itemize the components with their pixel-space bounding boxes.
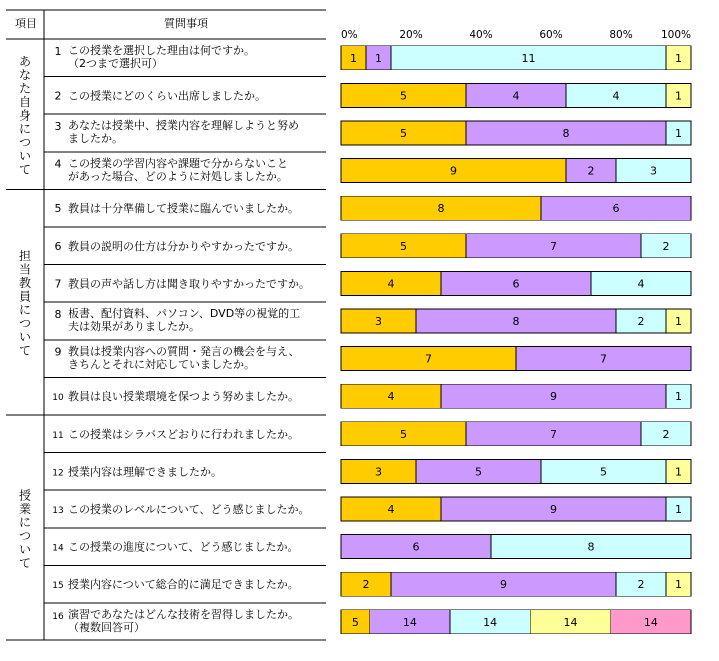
question-text: ましたか。	[68, 132, 123, 146]
question-text: 演習であなたはどんな技術を習得しましたか。	[68, 608, 299, 621]
bar-segment-label: 1	[675, 503, 682, 516]
stacked-bar-chart	[330, 0, 719, 661]
bar-segment-label: 2	[362, 578, 370, 592]
question-number: 13	[52, 506, 64, 516]
bar-segment-label: 1	[375, 51, 382, 65]
x-tick-label: 100%	[660, 29, 691, 41]
question-text: この授業のレベルについて、どう感じましたか。	[68, 503, 310, 516]
bar-segment-label: 14	[563, 615, 578, 629]
question-text: あなたは授業中、授業内容を理解しようと努め	[68, 119, 299, 133]
bar-segment-label: 8	[437, 202, 445, 216]
bar-segment-label: 2	[662, 239, 670, 253]
question-text: 授業内容は理解できましたか。	[68, 465, 222, 479]
question-number: 7	[54, 277, 62, 291]
bar-segment-label: 1	[350, 51, 357, 65]
bar-segment-label: 6	[412, 540, 420, 554]
bar-segment-label: 5	[400, 427, 407, 441]
bar-segment-label: 9	[550, 503, 557, 516]
bar-segment-label: 1	[675, 89, 682, 103]
question-text: 教員は授業内容への質問・発言の機会を与え、	[68, 344, 300, 358]
bar-segment-label: 1	[675, 51, 682, 65]
bar-segment-label: 3	[650, 164, 657, 178]
bar-segment-label: 7	[550, 239, 557, 253]
bar-segment-label: 4	[387, 503, 395, 516]
bar-segment-label: 4	[387, 277, 395, 291]
bar-segment-label: 1	[675, 578, 682, 592]
question-number: 1	[54, 44, 62, 58]
x-tick-label: 60%	[539, 29, 563, 41]
bar-segment-label: 5	[600, 465, 607, 479]
header-question: 質問事項	[164, 17, 208, 30]
bar-segment-label: 5	[475, 465, 482, 479]
bar-segment-label: 7	[425, 352, 432, 366]
bar-segment-label: 6	[512, 277, 520, 291]
question-text: （複数回答可）	[68, 621, 145, 634]
question-table	[0, 0, 330, 661]
question-number: 10	[52, 393, 64, 404]
question-text: この授業の学習内容や課題で分からないこと	[68, 156, 288, 170]
bar-segment-label: 14	[483, 615, 498, 629]
question-number: 8	[54, 308, 62, 321]
bar-segment-label: 4	[612, 89, 620, 103]
question-text: この授業はシラバスどおりに行われましたか。	[68, 427, 299, 441]
question-number: 4	[54, 157, 62, 171]
question-number: 15	[52, 581, 64, 592]
question-text: きちんとそれに対応していましたか。	[68, 357, 255, 371]
bar-segment-label: 9	[450, 164, 457, 178]
x-tick-label: 40%	[469, 29, 493, 41]
x-tick-label: 20%	[399, 29, 423, 41]
question-text: 教員の声や話し方は聞き取りやすかったですか。	[68, 277, 310, 291]
header-item: 項目	[15, 17, 37, 30]
question-text: 教員は十分準備して授業に臨んでいましたか。	[68, 202, 299, 216]
bar-segment-label: 1	[675, 390, 682, 404]
bar-segment-label: 5	[400, 89, 407, 103]
bar-segment-label: 14	[402, 615, 417, 629]
bar-segment-label: 1	[675, 315, 682, 328]
bar-segment-label: 6	[612, 202, 620, 216]
question-number: 14	[52, 543, 64, 554]
question-text: （2つまで選択可）	[68, 57, 163, 70]
bar-segment-label: 11	[521, 51, 536, 65]
bar-segment-label: 1	[675, 127, 682, 140]
question-number: 6	[54, 239, 62, 253]
bar-segment-label: 2	[637, 315, 645, 328]
bar-segment-label: 9	[500, 578, 507, 592]
question-text: 夫は効果がありましたか。	[68, 320, 200, 334]
bar-segment-label: 2	[637, 578, 645, 592]
question-number: 11	[52, 430, 64, 441]
bar-segment-label: 1	[675, 465, 682, 479]
question-text: 授業内容について総合的に満足できましたか。	[68, 578, 299, 592]
bar-segment-label: 5	[400, 239, 407, 253]
bar-segment-label: 5	[400, 127, 407, 140]
bar-segment-label: 9	[550, 390, 557, 404]
question-text: 板書、配付資料、パソコン、DVD等の視覚的工	[68, 307, 301, 321]
question-number: 9	[54, 345, 62, 359]
question-number: 12	[52, 468, 64, 479]
bar-segment-label: 2	[662, 427, 670, 441]
bar-segment-label: 3	[375, 315, 382, 328]
question-number: 2	[54, 89, 62, 103]
question-text: この授業を選択した理由は何ですか。	[68, 44, 255, 57]
question-text: 教員の説明の仕方は分かりやすかったですか。	[68, 239, 299, 253]
question-text: があった場合、どのように対処しましたか。	[68, 169, 288, 183]
bar-segment-label: 5	[351, 615, 359, 629]
bar-segment-label: 14	[643, 615, 658, 629]
question-number: 16	[52, 611, 64, 622]
x-tick-label: 0%	[341, 29, 358, 41]
bar-segment-label: 8	[512, 315, 520, 328]
section-label: 担当教員について	[18, 249, 32, 358]
bar-segment-label: 7	[600, 352, 607, 366]
bar-segment-label: 2	[587, 164, 595, 178]
question-number: 5	[54, 202, 62, 216]
question-text: この授業の進度について、どう感じましたか。	[68, 540, 299, 554]
bar-segment-label: 3	[375, 465, 382, 479]
bar-segment-label: 4	[512, 89, 520, 103]
question-text: この授業にどのくらい出席しましたか。	[68, 89, 266, 103]
bar-segment-label: 7	[550, 427, 557, 441]
question-number: 3	[54, 120, 62, 133]
question-text: 教員は良い授業環境を保つよう努めましたか。	[68, 390, 299, 404]
bar-segment-label: 4	[637, 277, 645, 291]
bar-segment-label: 8	[562, 127, 570, 140]
x-tick-label: 80%	[609, 29, 633, 41]
bar-segment-label: 4	[387, 390, 395, 404]
section-label: 授業について	[18, 488, 32, 570]
bar-segment-label: 8	[587, 540, 595, 554]
section-label: あなた自身について	[18, 54, 32, 177]
